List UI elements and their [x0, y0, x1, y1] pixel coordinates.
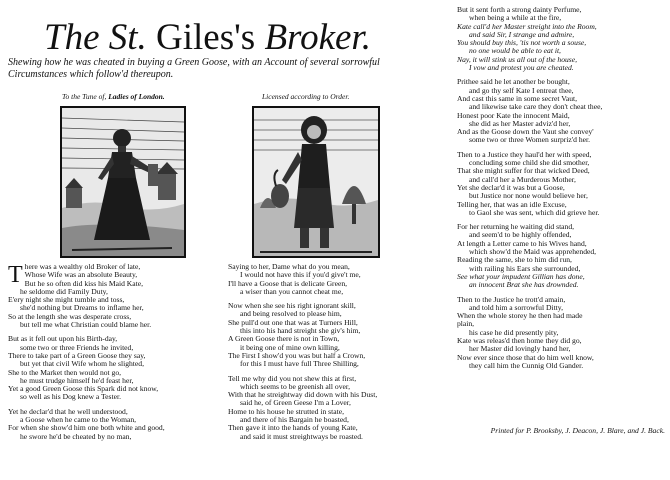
verse-line: That she might suffer for that wicked Deed,	[457, 166, 590, 176]
stanza-4	[228, 263, 428, 296]
stanza-7	[457, 6, 667, 72]
verse-line: Then gave it into the hands of young Kate,	[228, 423, 358, 433]
column-3	[457, 6, 667, 376]
verse-line: for this I must have full Three Shilling,	[240, 359, 359, 369]
verse-line: I vow and protest you are cheated.	[469, 63, 574, 73]
stanza-1	[8, 263, 223, 329]
verse-line: She pull'd out one that was at Turners Hill,	[228, 317, 358, 327]
printer-imprint: Printed for P. Brooksby, J. Deacon, J. Blare, and J. Back.	[490, 426, 665, 435]
title-part-1: The St.	[44, 17, 147, 58]
verse-line: some two or three Women surpriz'd her.	[469, 135, 591, 145]
woodcut-broker	[252, 106, 380, 258]
woodcut-woman	[60, 106, 186, 258]
verse-line: But it sent forth a strong dainty Perfume,	[457, 5, 582, 14]
verse-line: Now when she see his right ignorant skill,	[228, 301, 356, 311]
verse-line: this into his hand streight she giv's him,	[240, 326, 361, 336]
verse-line: Home to his house he strutted in state,	[228, 406, 344, 416]
verse-line: and being resolved to please him,	[240, 309, 342, 319]
stanza-6	[228, 375, 428, 441]
verse-line: but tell me what Christian could blame her.	[20, 320, 152, 330]
stanza-10	[457, 223, 667, 289]
title-part-3: Broker.	[264, 17, 371, 58]
verse-line: her Master did lovingly hand her,	[469, 344, 571, 354]
verse-line: when being a while at the fire,	[469, 13, 562, 23]
verse-line: Honest poor Kate the innocent Maid,	[457, 110, 570, 120]
verse-line: and told him a sorrowful Ditty,	[469, 302, 563, 312]
verse-line: Nay, it will stink us all out of the house,	[457, 54, 578, 64]
verse-line: Yet he declar'd that he well understood,	[8, 406, 128, 416]
verse-line: a Goose when he came to the Woman,	[20, 415, 137, 425]
drop-cap: T	[8, 262, 23, 288]
verse-line: she did as her Master adviz'd her,	[469, 118, 571, 128]
verse-line: A Green Goose there is not in Town,	[228, 334, 340, 344]
verse-line: an innocent Brat she has drownded.	[469, 280, 579, 290]
ballad-subtitle: Shewing how he was cheated in buying a Green Goose, with an Account of several sorrowful Circumstances which follow'd thereupon.	[8, 57, 380, 80]
verse-line: Telling her, that was an idle Excuse,	[457, 199, 567, 209]
verse-line: and go thy self Kate I entreat thee,	[469, 85, 574, 95]
verse-line: When the whole storey he then had made	[457, 311, 583, 321]
verse-line: Reading the same, she to him did run,	[457, 255, 572, 265]
verse-line: and seem'd to be highly offended,	[469, 230, 572, 240]
verse-line: and likewise take care they don't cheat thee,	[469, 102, 603, 112]
verse-line: and there of his Bargain he boasted,	[240, 415, 349, 425]
verse-line: some two or three Friends he invited,	[20, 342, 134, 352]
tune-name: Ladies of London.	[108, 92, 165, 101]
verse-line: And as the Goose down the Vaut she convey'	[457, 127, 594, 137]
verse-line: and call'd her a Murderous Mother,	[469, 174, 576, 184]
stanza-3	[8, 408, 223, 441]
verse-line: There to take part of a Green Goose they say,	[8, 350, 146, 360]
verse-line: and said Sir, I strange and admire,	[469, 29, 575, 39]
column-1	[8, 263, 223, 447]
verse-line: and said it must streightways be roasted.	[240, 431, 363, 441]
verse-line: But he so often did kiss his Maid Kate,	[24, 278, 143, 288]
verse-line: See what your impudent Gillian has done,	[457, 271, 585, 281]
title-part-2: Giles's	[146, 17, 265, 58]
verse-line: But as it fell out upon his Birth-day,	[8, 334, 118, 344]
verse-line: he seldome did Family Duty,	[20, 286, 108, 296]
verse-line: So at the length she was desperate cross,	[8, 311, 132, 321]
column-2	[228, 263, 428, 447]
stanza-11	[457, 296, 667, 371]
verse-line: Kate call'd her Master streight into the Room,	[457, 21, 597, 31]
verse-line: I would not have this if you'd give't me,	[240, 270, 361, 280]
stanza-2	[8, 335, 223, 401]
verse-line: but yet that civil Wife whom he slighted,	[20, 359, 144, 369]
stanza-9	[457, 151, 667, 217]
verse-line: to Gaol she was sent, which did grieve her.	[469, 207, 600, 217]
verse-line: he swore he'd be cheated by no man,	[20, 431, 132, 441]
verse-line: I'll have a Goose that is delicate Green,	[228, 278, 348, 288]
verse-line: it being one of mine own killing,	[240, 342, 340, 352]
verse-line: they call him the Cunnig Old Gander.	[469, 360, 584, 370]
verse-line: said he, of Green Geese I'm a Lover,	[240, 398, 351, 408]
verse-line: which seems to be greenish all over,	[240, 381, 350, 391]
licensed-line: Licensed according to Order.	[262, 92, 350, 101]
verse-line: E'ery night she might tumble and toss,	[8, 295, 125, 305]
verse-line: Yet a good Green Goose this Spark did not know,	[8, 384, 159, 394]
verse-line: here was a wealthy old Broker of late,	[24, 262, 141, 271]
verse-line: For when she show'd him one both white and good,	[8, 423, 165, 433]
verse-line: no one would be able to eat it,	[469, 46, 561, 56]
verse-line: Kate was releas'd then home they did go,	[457, 335, 582, 345]
verse-line: Whose Wife was an absolute Beauty,	[24, 270, 138, 280]
tune-prefix: To the Tune of,	[62, 92, 109, 101]
verse-line: which show'd the Maid was apprehended,	[469, 247, 597, 257]
tune-line	[62, 92, 165, 101]
verse-line: And cast this same in some secret Vaut,	[457, 93, 578, 103]
verse-line: his case he did presently pity,	[469, 327, 559, 337]
verse-line: The First I show'd you was but half a Crown,	[228, 350, 366, 360]
verse-line: plain,	[457, 319, 475, 329]
verse-line: She to the Market then would not go,	[8, 367, 122, 377]
verse-line: Prithee said he let another be bought,	[457, 77, 570, 87]
verse-line: concluding some child she did smother,	[469, 158, 590, 168]
verse-line: Tell me why did you not shew this at first,	[228, 373, 357, 383]
verse-line: For her returning he waiting did stand,	[457, 222, 575, 232]
stanza-5	[228, 302, 428, 368]
verse-line: You should buy this, 'tis not worth a souse,	[457, 38, 587, 48]
verse-line: he must trudge himself he'd feast her,	[20, 375, 134, 385]
verse-line: At length a Letter came to his Wives hand,	[457, 238, 587, 248]
verse-line: with railing his Ears she surrounded,	[469, 263, 581, 273]
verse-line: a wiser than you cannot cheat me,	[240, 286, 344, 296]
verse-line: Saying to her, Dame what do you mean,	[228, 262, 350, 271]
verse-line: Now ever since those that do him well know,	[457, 352, 594, 362]
verse-line: With that he streightway did down with his Dust,	[228, 390, 378, 400]
verse-line: but Justice nor none would believe her,	[469, 191, 588, 201]
stanza-8	[457, 78, 667, 144]
verse-line: Then to the Justice he trott'd amain,	[457, 294, 566, 304]
verse-line: she'd nothing but Dreams to inflame her,	[20, 303, 144, 313]
verse-line: Yet she declar'd it was but a Goose,	[457, 182, 565, 192]
verse-line: so well as his Dog knew a Tester.	[20, 392, 121, 402]
verse-line: Then to a Justice they haul'd her with speed,	[457, 149, 592, 159]
ballad-title	[44, 18, 404, 58]
